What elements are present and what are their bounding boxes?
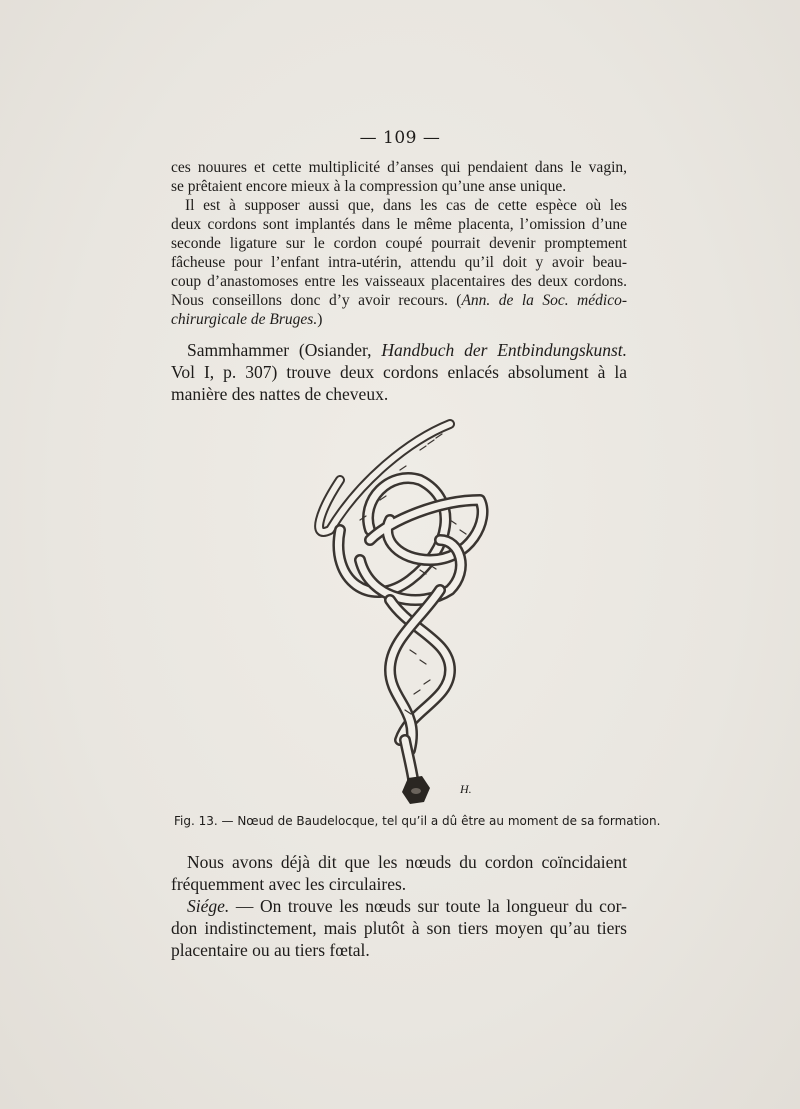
text-line: Il est à supposer aussi que, dans les cas de cette espèce où les (185, 197, 627, 214)
paragraph-ligature (171, 196, 627, 329)
text-line: coup d’anastomoses entre les vaisseaux placentaires des deux cordons. (171, 273, 627, 290)
paragraph-circulaires (171, 851, 627, 895)
text-line: seconde ligature sur le cordon coupé pourrait devenir promptement (171, 235, 627, 252)
text-line (171, 339, 627, 361)
text-line: ces nouures et cette multiplicité d’anses qui pendaient dans le vagin, (171, 159, 627, 176)
text-line: manière des nattes de cheveux. (171, 384, 389, 404)
text-line: Nous avons déjà dit que les nœuds du cordon coïncidaient (187, 852, 627, 872)
text-line: placentaire ou au tiers fœtal. (171, 940, 370, 960)
text-fragment: — On trouve les nœuds sur toute la longueur du cor- (229, 896, 627, 916)
text-line: don indistinctement, mais plutôt à son tiers moyen qu’au tiers (171, 918, 627, 938)
text-fragment: ) (317, 311, 323, 328)
text-line: deux cordons sont implantés dans le même placenta, l’omission d’une (171, 216, 627, 233)
text-line (171, 291, 627, 310)
paragraph-siege (171, 895, 627, 961)
citation-journal: Ann. de la Soc. médico- (461, 292, 627, 309)
citation-book: Handbuch der Entbindungskunst. (381, 340, 627, 360)
text-line: fâcheuse pour l’enfant intra-utérin, attendu qu’il doit y avoir beau- (171, 254, 627, 271)
engraver-signature: H. (460, 782, 472, 796)
text-fragment: Sammhammer (Osiander, (187, 340, 372, 360)
paragraph-nouures (171, 158, 627, 196)
text-line: se prêtaient encore mieux à la compression qu’une anse unique. (171, 178, 567, 195)
citation-journal-cont: chirurgicale de Bruges. (171, 311, 318, 328)
knot-illustration (300, 410, 500, 810)
section-label: Siége. (187, 896, 230, 916)
page-number: — 109 — (359, 128, 441, 148)
text-line: fréquemment avec les circulaires. (171, 874, 407, 894)
figure-caption: Fig. 13. — Nœud de Baudelocque, tel qu’il a dû être au moment de sa formation. (174, 814, 661, 828)
paragraph-sammhammer (171, 339, 627, 405)
text-line: Vol I, p. 307) trouve deux cordons enlacés absolument à la (171, 362, 627, 382)
text-fragment: Nous conseillons donc d’y avoir recours. ( (171, 292, 462, 309)
text-line (171, 310, 627, 329)
text-line (171, 895, 627, 917)
